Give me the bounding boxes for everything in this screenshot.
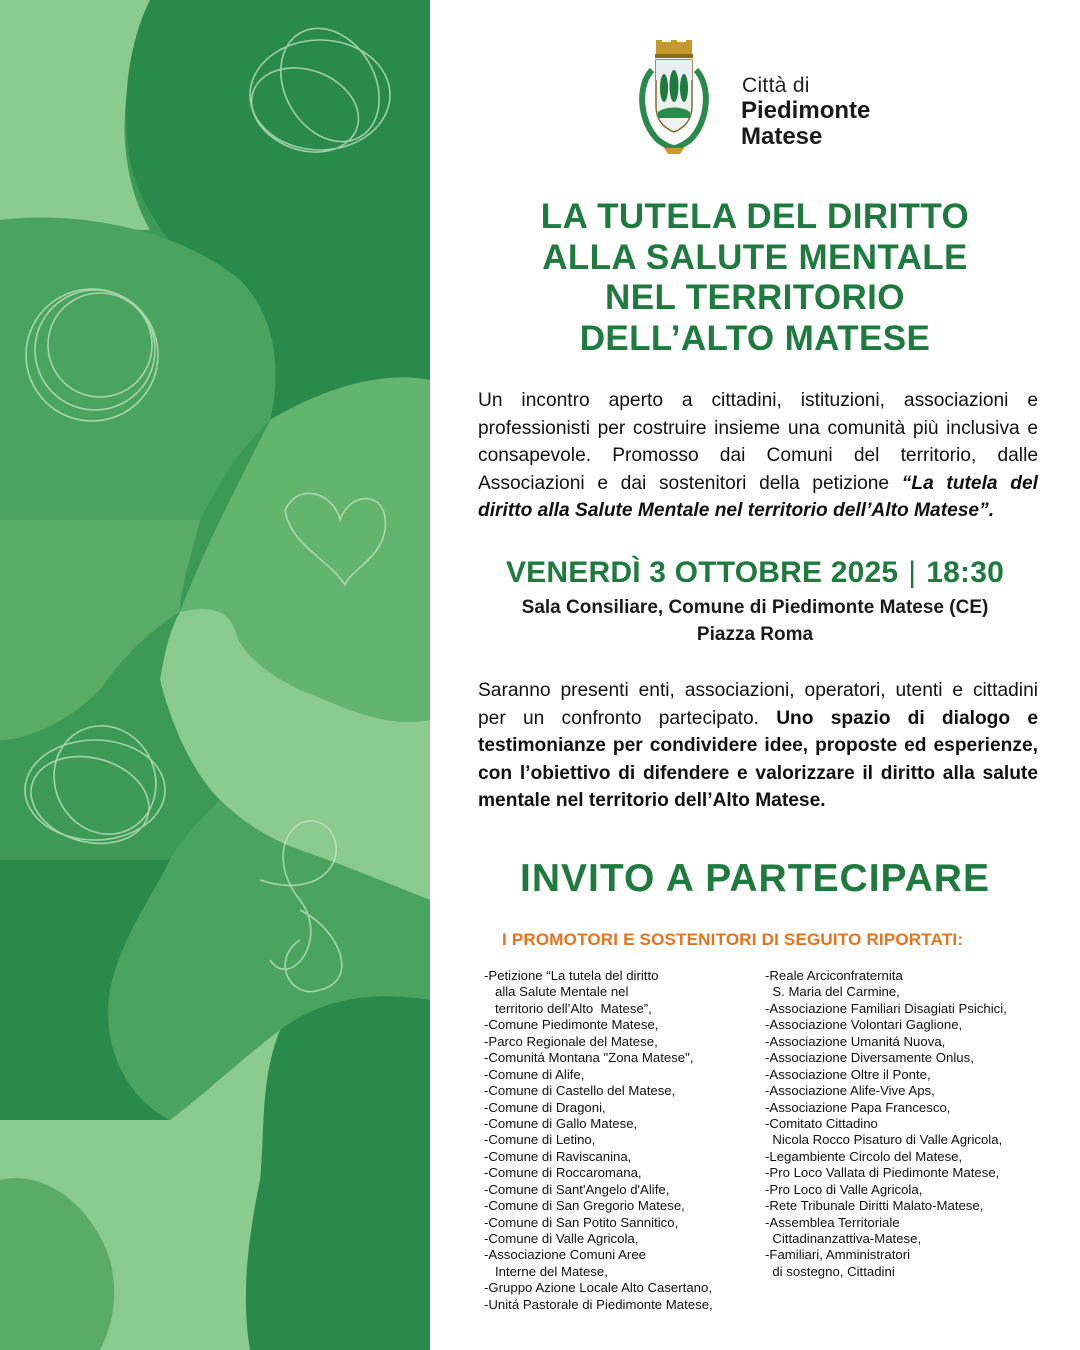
promoter-item: -Associazione Alife-Vive Aps, <box>765 1083 935 1099</box>
promoter-item: -Comune di Roccaromana, <box>484 1165 642 1181</box>
promoter-item: S. Maria del Carmine, <box>765 984 900 1000</box>
promoter-item: -Petizione “La tutela del diritto <box>484 968 659 983</box>
promoters-list-right <box>765 968 1007 1280</box>
promoter-item: -Comune di Raviscanina, <box>484 1148 632 1164</box>
city-name-prefix: Città di <box>742 74 810 97</box>
description-text: Saranno presenti enti, associazioni, operatori, utenti e cittadini per un confronto partecipato. <box>478 680 1038 729</box>
promoter-item: -Comitato Cittadino <box>765 1115 878 1131</box>
promoter-item: -Associazione Umanitá Nuova, <box>765 1033 946 1049</box>
promoter-item: -Pro Loco Vallata di Piedimonte Matese, <box>765 1165 1000 1181</box>
event-date: VENERDÌ 3 OTTOBRE 2025 <box>505 556 899 589</box>
title-line: LA TUTELA DEL DIRITTO <box>540 197 970 236</box>
promoter-item: -Assemblea Territoriale <box>765 1214 900 1230</box>
event-address: Piazza Roma <box>696 624 814 645</box>
promoter-item: Interne del Matese, <box>484 1263 608 1279</box>
petition-quote: “La tutela del diritto alla Salute Mentale nel territorio dell’Alto Matese”. <box>478 472 1038 522</box>
promoter-item: alla Salute Mentale nel <box>484 984 629 1000</box>
promoter-item: -Associazione Oltre il Ponte, <box>765 1066 931 1082</box>
title-line: NEL TERRITORIO <box>605 278 905 317</box>
promoter-item: -Associazione Papa Francesco, <box>765 1099 951 1115</box>
promoter-item: -Associazione Diversamente Onlus, <box>765 1050 974 1066</box>
city-name-line2: Matese <box>741 123 823 150</box>
title-line: DELL’ALTO MATESE <box>579 318 931 358</box>
intro-text: Un incontro aperto a cittadini, istituzioni, associazioni e professionisti per costruire insieme una comunità più inclusiva e consapevole. Promosso dai Comuni del territorio, dalle Associazioni e dai sostenitori della petizione <box>478 390 1038 494</box>
promoter-item: -Comune di Letino, <box>484 1132 596 1148</box>
promoters-list-left <box>484 968 713 1313</box>
promoter-item: -Pro Loco di Valle Agricola, <box>765 1181 923 1197</box>
promoter-item: -Comune di Alife, <box>484 1066 585 1082</box>
event-title <box>430 197 1080 359</box>
promoter-item: -Associazione Comuni Aree <box>484 1247 646 1263</box>
promoter-item: -Comune di Castello del Matese, <box>484 1083 676 1099</box>
promoter-item: -Comune Piedimonte Matese, <box>484 1017 659 1033</box>
promoter-item: -Comune di Valle Agricola, <box>484 1231 639 1246</box>
description-paragraph <box>478 677 1038 815</box>
promoter-item: -Unitá Pastorale di Piedimonte Matese, <box>484 1296 713 1312</box>
invite-heading: INVITO A PARTECIPARE <box>520 857 990 900</box>
event-time: 18:30 <box>926 556 1005 589</box>
promoter-item: di sostegno, Cittadini <box>765 1263 895 1279</box>
promoter-item: -Gruppo Azione Locale Alto Casertano, <box>484 1280 712 1296</box>
promoter-item: -Associazione Volontari Gaglione, <box>765 1017 963 1033</box>
promoter-item: -Comune di San Potito Sannitico, <box>484 1214 679 1230</box>
promoter-item: Nicola Rocco Pisaturo di Valle Agricola, <box>765 1132 1003 1148</box>
event-venue: Sala Consiliare, Comune di Piedimonte Matese (CE) <box>521 597 989 618</box>
promoter-item: -Comune di Gallo Matese, <box>484 1115 638 1131</box>
promoter-item: -Reale Arciconfraternita <box>765 968 903 983</box>
promoter-item: -Legambiente Circolo del Matese, <box>765 1148 963 1164</box>
promoter-item: -Comunitá Montana "Zona Matese", <box>484 1050 694 1066</box>
promoter-item: -Familiari, Amministratori <box>765 1247 911 1263</box>
promoter-item: -Comune di Dragoni, <box>484 1099 606 1115</box>
head-profiles-illustration <box>0 0 430 1350</box>
promoter-item: -Comune di San Gregorio Matese, <box>484 1198 685 1214</box>
promoter-item: territorio dell’Alto Matese”, <box>484 1000 652 1016</box>
datetime-separator: | <box>908 556 917 589</box>
promoter-item: -Associazione Familiari Disagiati Psichici, <box>765 1000 1007 1016</box>
description-bold: Uno spazio di dialogo e testimonianze per condividere idee, proposte ed esperienze, con l’obiettivo di difendere e valorizzare il diritto alla salute mentale nel territorio dell’Alto Matese. <box>478 707 1038 812</box>
intro-paragraph <box>478 387 1038 525</box>
event-datetime <box>430 556 1080 590</box>
city-name <box>741 98 870 150</box>
promoters-heading: I PROMOTORI E SOSTENITORI DI SEGUITO RIPORTATI: <box>502 930 964 949</box>
promoter-item: -Comune di Sant'Angelo d'Alife, <box>484 1181 670 1197</box>
title-line: ALLA SALUTE MENTALE <box>542 237 968 277</box>
city-coat-of-arms-icon <box>628 40 720 158</box>
promoter-item: -Rete Tribunale Diritti Malato-Matese, <box>765 1198 984 1214</box>
city-name-line1: Piedimonte <box>741 97 871 124</box>
promoter-item: Cittadinanzattiva-Matese, <box>765 1231 922 1246</box>
promoter-item: -Parco Regionale del Matese, <box>484 1033 658 1049</box>
